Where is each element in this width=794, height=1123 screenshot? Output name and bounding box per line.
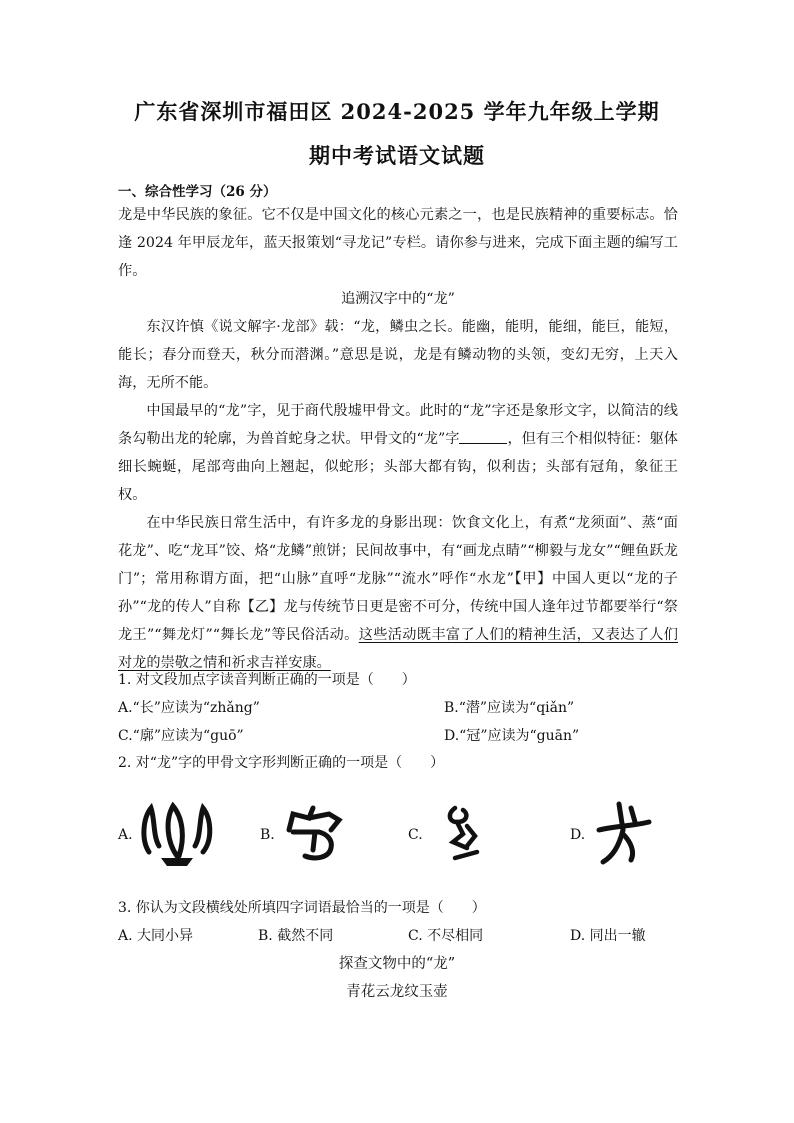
- passage: [118, 201, 678, 677]
- underlined-sentence: 这些活动既丰富了人们的精神生活，又表达了人们对龙的崇敬之情和祈求吉祥安康。: [118, 627, 678, 671]
- question-2-stem: 2. 对“龙”字的甲骨文字形判断正确的一项是（ ）: [118, 755, 445, 771]
- glyph-option-c: [408, 800, 507, 870]
- subtitle-blue-white-vase: 青花云龙纹玉壶: [346, 984, 448, 1000]
- subtitle-trace-dragon: 追溯汉字中的“龙”: [341, 291, 455, 307]
- para2-text-after: ，但有三个相似特征：躯体细长蜿蜒，尾部弯曲向上翘起，似蛇形；头部大都有钩，似利齿；头部有冠角，象征王权。: [118, 431, 678, 503]
- glyph-option-b-label: B.: [260, 827, 275, 843]
- question-3-option-b: B. 截然不同: [258, 928, 334, 944]
- glyph-option-b: [260, 800, 359, 870]
- oracle-glyph-a-image: [137, 800, 217, 870]
- oracle-bone-glyph-options: [118, 790, 678, 880]
- oracle-glyph-d-image: [589, 800, 669, 870]
- question-1-option-a: A.“长”应读为“zhǎng”: [118, 700, 260, 716]
- question-1-option-c: C.“廓”应读为“guō”: [118, 728, 244, 744]
- question-1-option-b: B.“潜”应读为“qiǎn”: [444, 700, 575, 716]
- subtitle-explore-relics: 探查文物中的“龙”: [338, 956, 456, 972]
- oracle-glyph-b-image: [279, 800, 359, 870]
- glyph-option-a: [118, 800, 217, 870]
- fill-in-blank: [459, 429, 507, 444]
- question-3-option-d: D. 同出一辙: [570, 928, 646, 944]
- question-3-stem: 3. 你认为文段横线处所填四字词语最恰当的一项是（ ）: [118, 900, 486, 916]
- section-heading: 一、综合性学习（26 分）: [118, 184, 277, 200]
- paragraph-oracle-bone: [118, 397, 678, 509]
- exam-title-line2: 期中考试语文试题: [309, 143, 485, 168]
- question-3-option-c: C. 不尽相同: [408, 928, 484, 944]
- glyph-option-c-label: C.: [408, 827, 423, 843]
- glyph-option-a-label: A.: [118, 827, 133, 843]
- question-1-option-d: D.“冠”应读为“guān”: [444, 728, 580, 744]
- oracle-glyph-c-image: [427, 800, 507, 870]
- para3-text: 在中华民族日常生活中，有许多龙的身影出现：饮食文化上，有煮“龙须面”、蒸“面花龙”、吃“龙耳”饺、烙“龙鳞”煎饼；民间故事中，有“画龙点睛”“柳毅与龙女”“鲤鱼跃龙门”；常用称谓方面，把“山脉”直呼“龙脉”“流水”呼作“水龙”【甲】中国人更以“龙的子孙”“龙的传人”自称【乙】龙与传统节日更是密不可分，传统中国人逢年过节都要举行“祭龙王”“舞龙灯”“舞长龙”等民俗活动。: [118, 515, 678, 643]
- para2-text-before: 中国最早的“龙”字，见于商代殷墟甲骨文。此时的“龙”字还是象形文字，以简洁的线条勾勒出龙的轮廓，为兽首蛇身之状。甲骨文的“龙”字: [118, 403, 678, 447]
- intro-paragraph: 龙是中华民族的象征。它不仅是中国文化的核心元素之一，也是民族精神的重要标志。恰逢 2024 年甲辰龙年，蓝天报策划“寻龙记”专栏。请你参与进来，完成下面主题的编写工作。: [118, 207, 678, 279]
- paragraph-daily-life: [118, 509, 678, 677]
- glyph-option-d: [570, 800, 669, 870]
- question-3-option-a: A. 大同小异: [118, 928, 194, 944]
- question-1-stem: 1. 对文段加点字读音判断正确的一项是（ ）: [118, 672, 416, 688]
- glyph-option-d-label: D.: [570, 827, 586, 843]
- paragraph-shuowen: 东汉许慎《说文解字·龙部》载：“龙，鳞虫之长。能幽，能明，能细，能巨，能短，能长；春分而登天，秋分而潜渊。”意思是说，龙是有鳞动物的头领，变幻无穷，上天入海，无所不能。: [118, 319, 678, 391]
- exam-title-line1: 广东省深圳市福田区 2024-2025 学年九年级上学期: [134, 99, 660, 124]
